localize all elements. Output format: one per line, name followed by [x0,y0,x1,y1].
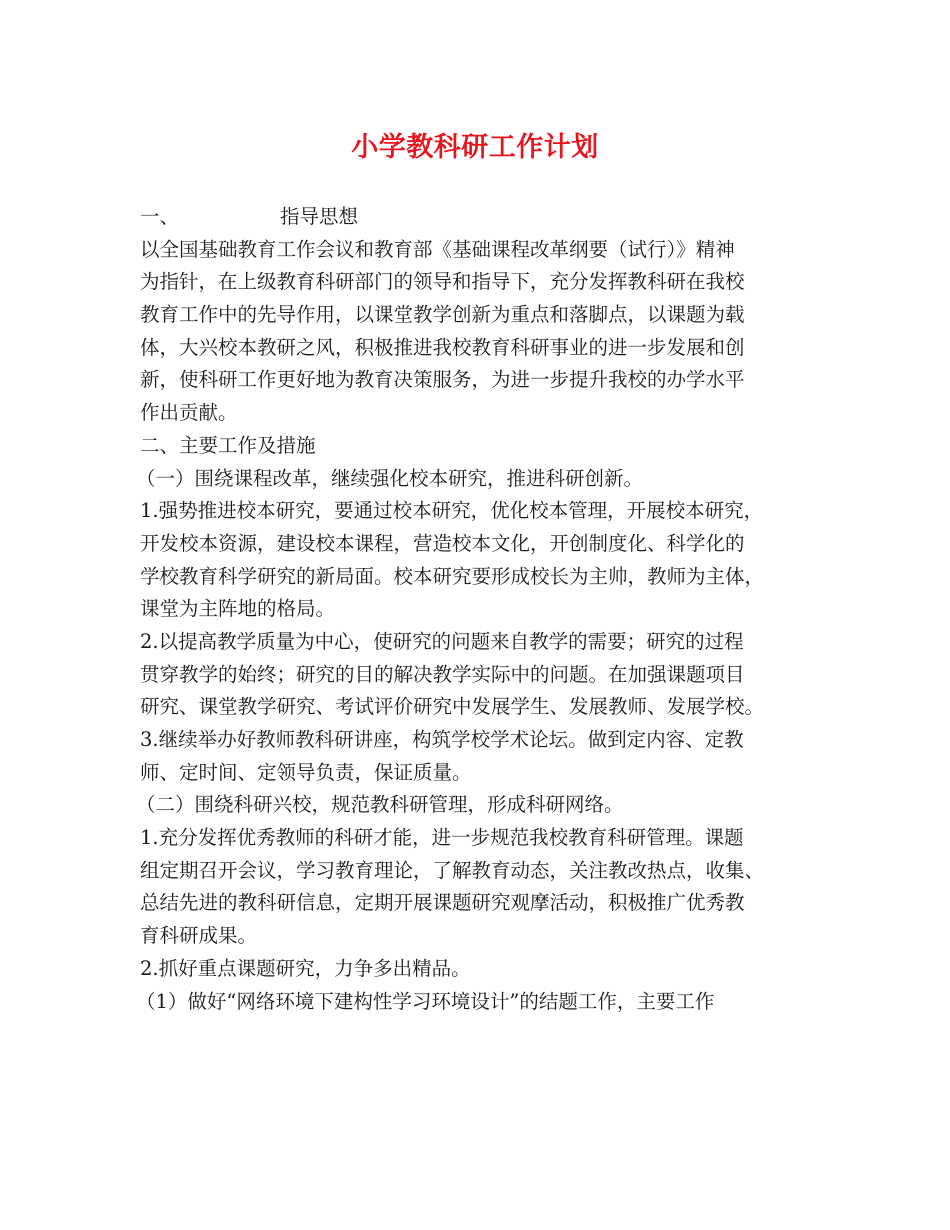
paragraph-line: 贯穿教学的始终；研究的目的解决教学实际中的问题。在加强课题项目 [140,662,745,686]
section-number: 一、 [140,205,180,228]
paragraph-line: 总结先进的教科研信息，定期开展课题研究观摩活动，积极推广优秀教 [140,891,745,915]
paragraph-line: 1.强势推进校本研究，要通过校本研究，优化校本管理，开展校本研究， [140,499,764,523]
paragraph-line: 课堂为主阵地的格局。 [140,597,336,621]
section-heading [140,201,815,234]
paragraph-line: 1.充分发挥优秀教师的科研才能，进一步规范我校教育科研管理。课题 [140,826,744,850]
section-heading-line: 二、主要工作及措施 [140,433,316,457]
paragraph-line: 组定期召开会议，学习教育理论，了解教育动态，关注教改热点，收集、 [140,858,765,882]
section-heading-text: 指导思想 [280,205,359,228]
subsection-heading-line: （二）围绕科研兴校，规范教科研管理，形成科研网络。 [136,793,624,817]
paragraph-line: （1）做好“网络环境下建构性学习环境设计”的结题工作，主要工作 [136,989,715,1013]
paragraph-line: 教育工作中的先导作用，以课堂教学创新为重点和落脚点，以课题为载 [140,303,745,327]
paragraph-line: 作出贡献。 [140,401,238,425]
paragraph-line: 2.以提高教学质量为中心，使研究的问题来自教学的需要；研究的过程 [140,629,744,653]
paragraph-line: 育科研成果。 [140,924,258,948]
document-title: 小学教科研工作计划 [351,132,599,163]
paragraph-line: 师、定时间、定领导负责，保证质量。 [140,760,472,784]
paragraph-line: 学校教育科学研究的新局面。校本研究要形成校长为主帅，教师为主体， [140,564,765,588]
document-body [136,201,815,1018]
paragraph-line: 研究、课堂教学研究、考试评价研究中发展学生、发展教师、发展学校。 [140,695,765,719]
paragraph-line: 为指针，在上级教育科研部门的领导和指导下，充分发挥教科研在我校 [140,270,745,294]
paragraph-line: 以全国基础教育工作会议和教育部《基础课程改革纲要（试行）》精神 [140,237,735,261]
paragraph-line: 开发校本资源，建设校本课程，营造校本文化，开创制度化、科学化的 [140,531,745,555]
paragraph-line: 2.抓好重点课题研究，力争多出精品。 [140,956,471,980]
subsection-heading-line: （一）围绕课程改革，继续强化校本研究，推进科研创新。 [136,466,644,490]
paragraph-line: 体，大兴校本教研之风，积极推进我校教育科研事业的进一步发展和创 [140,335,745,359]
paragraph-line: 3.继续举办好教师教科研讲座，构筑学校学术论坛。做到定内容、定教 [140,728,744,751]
paragraph-line: 新，使科研工作更好地为教育决策服务，为进一步提升我校的办学水平 [140,368,745,392]
